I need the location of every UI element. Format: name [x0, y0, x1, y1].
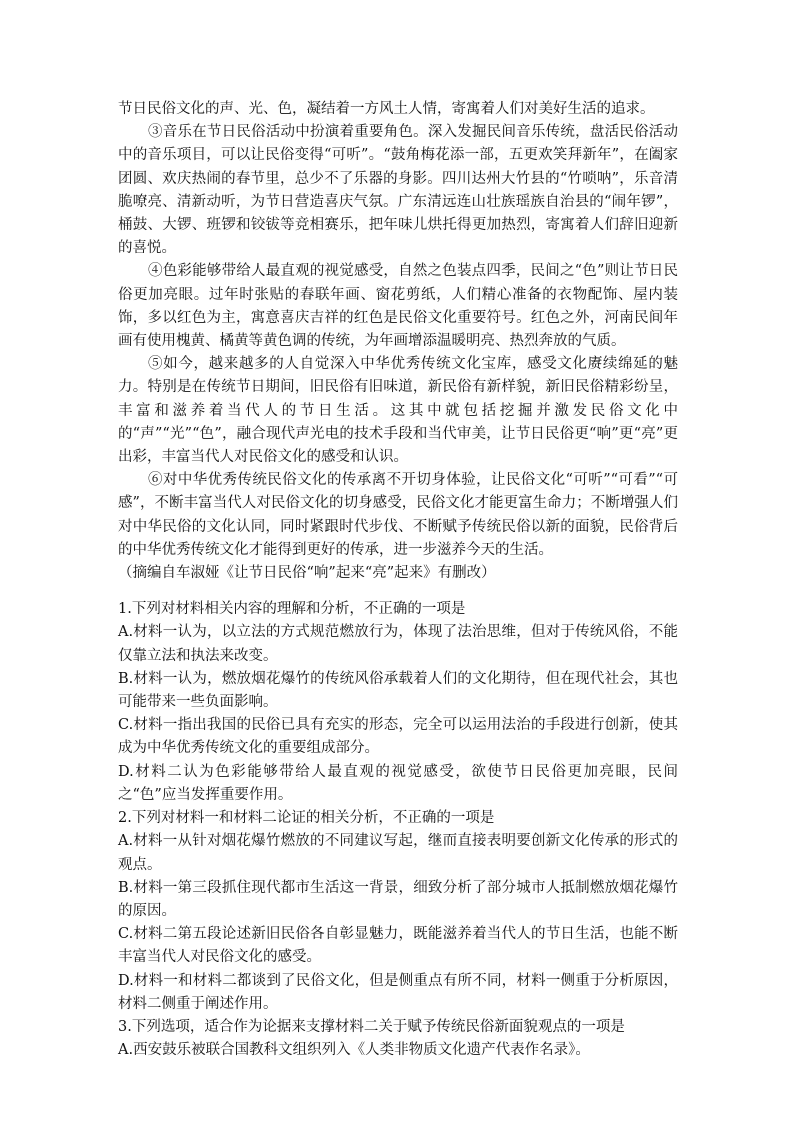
- question-option: B.材料一认为，燃放烟花爆竹的传统风俗承载着人们的文化期待，但在现代社会，其也可能带来一些负面影响。: [118, 670, 678, 711]
- question-2: [118, 807, 678, 1016]
- question-option: D.材料二认为色彩能够带给人最直观的视觉感受，欲使节日民俗更加亮眼，民间之“色”应当发挥重要作用。: [118, 763, 678, 803]
- question-option: A.材料一从针对烟花爆竹燃放的不同建议写起，继而直接表明要创新文化传承的形式的观点。: [118, 833, 678, 873]
- passage-paragraph-3: ③音乐在节日民俗活动中扮演着重要角色。深入发掘民间音乐传统，盘活民俗活动中的音乐项目，可以让民俗变得“可听”。“鼓角梅花添一部，五更欢笑拜新年”，在阖家团圆、欢庆热闹的春节里，总少不了乐器的身影。四川达州大竹县的“竹唢呐”，乐音清脆嘹亮、清新动听，为节日营造喜庆气氛。广东清远连山壮族瑶族自治县的“闹年锣”，桶鼓、大锣、班锣和铰钹等竞相赛乐，把年味儿烘托得更加热烈，寄寓着人们辞旧迎新的喜悦。: [118, 124, 678, 257]
- question-1: [118, 598, 678, 807]
- question-stem: 2.下列对材料一和材料二论证的相关分析，不正确的一项是: [118, 810, 495, 827]
- question-option: D.材料一和材料二都谈到了民俗文化，但是侧重点有所不同，材料一侧重于分析原因，材料二侧重于阐述作用。: [118, 972, 678, 1012]
- question-option: C.材料一指出我国的民俗已具有充实的形态，完全可以运用法治的手段进行创新，使其成为中华优秀传统文化的重要组成部分。: [118, 717, 678, 757]
- passage-paragraph-4: ④色彩能够带给人最直观的视觉感受，自然之色装点四季，民间之“色”则让节日民俗更加亮眼。过年时张贴的春联年画、窗花剪纸，人们精心准备的衣物配饰、屋内装饰，多以红色为主，寓意喜庆吉祥的红色是民俗文化重要符号。红色之外，河南民间年画有使用槐黄、橘黄等黄色调的传统，为年画增添温暖明亮、热烈奔放的气质。: [118, 263, 678, 350]
- question-option: A.材料一认为，以立法的方式规范燃放行为，体现了法治思维，但对于传统风俗，不能仅靠立法和执法来改变。: [118, 624, 678, 664]
- question-option: A.西安鼓乐被联合国教科文组织列入《人类非物质文化遗产代表作名录》。: [118, 1042, 590, 1059]
- passage-paragraph-5: ⑤如今，越来越多的人自觉深入中华优秀传统文化宝库，感受文化赓续绵延的魅力。特别是在传统节日期间，旧民俗有旧味道，新民俗有新样貌，新旧民俗精彩纷呈，丰富和滋养着当代人的节日生活。这其中就包括挖掘并激发民俗文化中的“声”“光”“色”，融合现代声光电的技术手段和当代审美，让节日民俗更“响”更“亮”更出彩，丰富当代人对民俗文化的感受和认识。: [118, 356, 678, 466]
- question-stem: 3.下列选项，适合作为论据来支撑材料二关于赋予传统民俗新面貌观点的一项是: [118, 1018, 625, 1035]
- passage-source: （摘编自车淑娅《让节日民俗“响”起来“亮”起来》有删改）: [118, 565, 496, 582]
- question-option: C.材料二第五段论述新旧民俗各自彰显魅力，既能滋养着当代人的节日生活，也能不断丰富当代人对民俗文化的感受。: [118, 926, 678, 966]
- question-stem: 1.下列对材料相关内容的理解和分析，不正确的一项是: [118, 601, 466, 618]
- question-option: B.材料一第三段抓住现代都市生活这一背景，细致分析了部分城市人抵制燃放烟花爆竹的原因。: [118, 879, 678, 919]
- question-3: [118, 1016, 678, 1062]
- passage-paragraph-1-tail: 节日民俗文化的声、光、色，凝结着一方风土人情，寄寓着人们对美好生活的追求。: [118, 101, 655, 117]
- passage-paragraph-6: ⑥对中华优秀传统民俗文化的传承离不开切身体验，让民俗文化“可听”“可看”“可感”，不断丰富当代人对民俗文化的切身感受，民俗文化才能更富生命力；不断增强人们对中华民俗的文化认同，同时紧跟时代步伐、不断赋予传统民俗以新的面貌，民俗背后的中华优秀传统文化才能得到更好的传承，进一步滋养今天的生活。: [118, 472, 678, 558]
- document-page: [118, 98, 678, 1062]
